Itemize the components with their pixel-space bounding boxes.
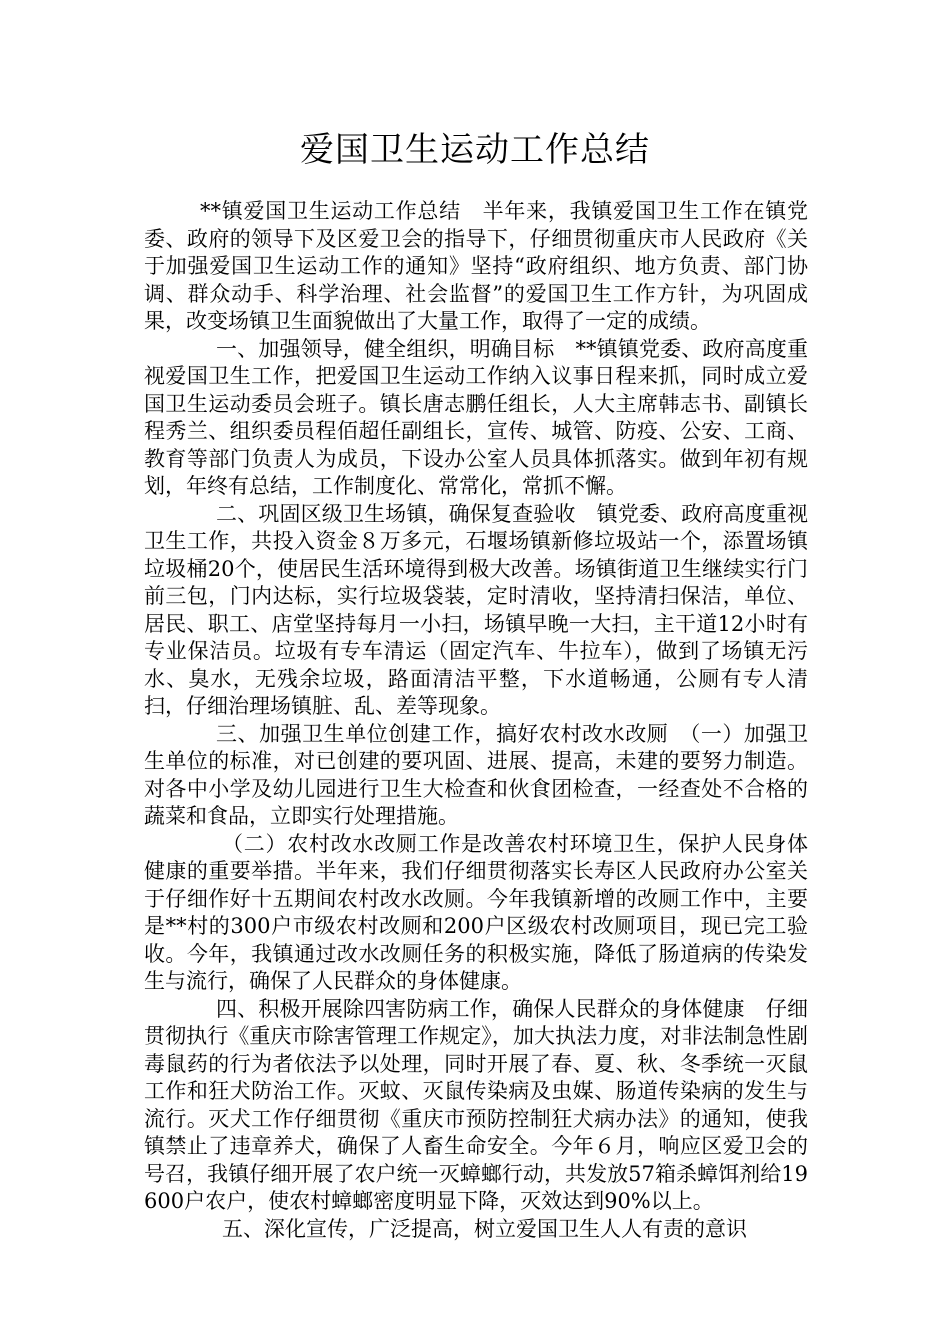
paragraph-section-5: 五、深化宣传，广泛提高，树立爱国卫生人人有责的意识 [222,1216,747,1241]
paragraph-section-1: 一、加强领导，健全组织，明确目标 **镇镇党委、政府高度重视爱国卫生工作，把爱国卫生运动工作纳入议事日程来抓，同时成立爱国卫生运动委员会班子。镇长唐志鹏任组长，人大主席韩志书、副镇长程秀兰、组织委员程佰超任副组长，宣传、城管、防疫、公安、工商、教育等部门负责人为成员，下设办公室人员具体抓落实。做到年初有规划，年终有总结，工作制度化、常常化，常抓不懈。 [144,336,808,498]
document-title: 爱国卫生运动工作总结 [300,130,650,170]
paragraph-section-2: 二、巩固区级卫生场镇，确保复查验收 镇党委、政府高度重视卫生工作，共投入资金８万多元，石堰场镇新修垃圾站一个，添置场镇垃圾桶20个，使居民生活环境得到极大改善。场镇街道卫生继续实行门前三包，门内达标，实行垃圾袋装，定时清收，坚持清扫保洁，单位、居民、职工、店堂坚持每月一小扫，场镇早晚一大扫，主干道12小时有专业保洁员。垃圾有专车清运（固定汽车、牛拉车），做到了场镇无污水、臭水，无残余垃圾，路面清洁平整，下水道畅通，公厕有专人清扫，仔细治理场镇脏、乱、差等现象。 [144,501,808,718]
paragraph-section-3-2: （二）农村改水改厕工作是改善农村环境卫生，保护人民身体健康的重要举措。半年来，我们仔细贯彻落实长寿区人民政府办公室关于仔细作好十五期间农村改水改厕。今年我镇新增的改厕工作中，主要是**村的300户市级农村改厕和200户区级农村改厕项目，现已完工验收。今年，我镇通过改水改厕任务的积极实施，降低了肠道病的传染发生与流行，确保了人民群众的身体健康。 [144,831,808,993]
document-body [144,198,808,1243]
paragraph-section-4: 四、积极开展除四害防病工作，确保人民群众的身体健康 仔细贯彻执行《重庆市除害管理工作规定》，加大执法力度，对非法制急性剧毒鼠药的行为者依法予以处理，同时开展了春、夏、秋、冬季统一灭鼠工作和狂犬防治工作。灭蚊、灭鼠传染病及虫媒、肠道传染病的发生与流行。灭犬工作仔细贯彻《重庆市预防控制狂犬病办法》的通知，使我镇禁止了违章养犬，确保了人畜生命安全。今年６月，响应区爱卫会的号召，我镇仔细开展了农户统一灭蟑螂行动，共发放57箱杀蟑饵剂给19600户农户，使农村蟑螂密度明显下降，灭效达到90%以上。 [144,996,808,1213]
paragraph-intro: **镇爱国卫生运动工作总结 半年来，我镇爱国卫生工作在镇党委、政府的领导下及区爱卫会的指导下，仔细贯彻重庆市人民政府《关于加强爱国卫生运动工作的通知》坚持“政府组织、地方负责、部门协调、群众动手、科学治理、社会监督”的爱国卫生工作方针，为巩固成果，改变场镇卫生面貌做出了大量工作，取得了一定的成绩。 [144,199,808,333]
paragraph-section-3: 三、加强卫生单位创建工作，搞好农村改水改厕 （一）加强卫生单位的标准，对已创建的要巩固、进展、提高，未建的要努力制造。对各中小学及幼儿园进行卫生大检查和伙食团检查，一经查处不合格的蔬菜和食品，立即实行处理措施。 [144,721,808,828]
